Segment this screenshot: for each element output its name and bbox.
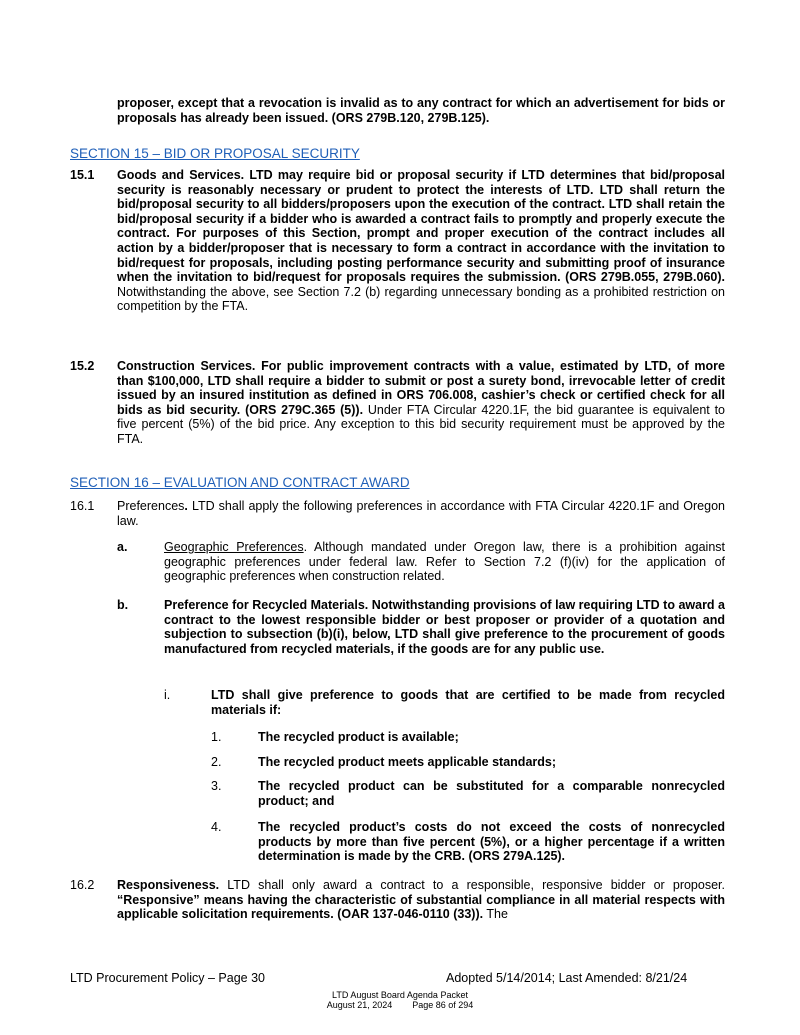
- section-16-1-number: 16.1: [70, 499, 95, 513]
- packet-stamp-line-2: August 21, 2024 Page 86 of 294: [326, 1000, 474, 1010]
- section-15-2-bold-text: Construction Services. For public improvement contracts with a value, estimated by LTD, of more than $100,000, LTD shall require a bidder to submit or post a surety bond, irrevocable letter of credit issued by an insured institution as defined in ORS 706.008, cashier’s check or certified check for all bids as bid security. (ORS 279C.365 (5)).: [117, 359, 725, 417]
- section-16-1-paragraph: [117, 499, 725, 528]
- section-16-2-number: 16.2: [70, 878, 95, 892]
- list-item-1-marker: 1.: [211, 730, 222, 744]
- list-item-4-marker: 4.: [211, 820, 222, 834]
- section-15-heading: SECTION 15 – BID OR PROPOSAL SECURITY: [70, 146, 360, 161]
- item-a-text: . Although mandated under Oregon law, there is a prohibition against geographic preferences under federal law. Refer to Section 7.2 (f)(iv) for the application of geographic preferences when construction related.: [164, 540, 725, 584]
- item-b-i-paragraph: LTD shall give preference to goods that are certified to be made from recycled materials if:: [211, 688, 725, 717]
- section-16-1-lead-dot: .: [184, 499, 188, 513]
- section-16-2-text-2: The: [483, 907, 508, 922]
- item-a-paragraph: [164, 540, 725, 584]
- section-16-2-text-1: LTD shall only award a contract to a responsible, responsive bidder or proposer.: [219, 878, 725, 892]
- item-b-paragraph: Preference for Recycled Materials. Notwithstanding provisions of law requiring LTD to award a contract to the lowest responsible bidder or best proposer or provider of a quotation and subjection to subsection (b)(i), below, LTD shall give preference to the procurement of goods manufactured from recycled materials, if the goods are for any public use.: [164, 598, 725, 656]
- section-15-1-number: 15.1: [70, 168, 95, 182]
- item-b-i-marker: i.: [164, 688, 171, 702]
- list-item-4-text: The recycled product’s costs do not exceed the costs of nonrecycled products by more than five percent (5%), or a higher percentage if a written determination is made by the CRB. (ORS 279A.125).: [258, 820, 725, 864]
- item-b-marker: b.: [117, 598, 129, 612]
- section-15-1-paragraph: [117, 168, 725, 314]
- item-a-title: Geographic Preferences: [164, 540, 304, 554]
- intro-paragraph: proposer, except that a revocation is invalid as to any contract for which an advertisement for bids or proposals has already been issued. (ORS 279B.120, 279B.125).: [117, 96, 725, 125]
- section-15-1-bold-text: Goods and Services. LTD may require bid or proposal security if LTD determines that bid/proposal security is reasonably necessary or prudent to protect the interests of LTD. LTD shall return the bid/proposal security to all bidders/proposers upon the execution of the contract. LTD shall retain the bid/proposal security if a bidder who is awarded a contract fails to promptly and properly execute the contract. For purposes of this Section, prompt and proper execution of the contract includes all action by a bidder/proposer that is necessary to form a contract in accordance with the invitation to bid/request for proposals, including posting performance security and submitting proof of insurance when the invitation to bid/request for proposals requires the submission. (ORS 279B.055, 279B.060).: [117, 168, 725, 285]
- list-item-3-marker: 3.: [211, 779, 222, 793]
- section-16-1-text: LTD shall apply the following preferences in accordance with FTA Circular 4220.1F and Oregon law.: [117, 499, 725, 528]
- section-15-2-normal-text: Under FTA Circular 4220.1F, the bid guarantee is equivalent to five percent (5%) of the bid price. Any exception to this bid security requirement must be approved by the FTA.: [117, 402, 725, 446]
- section-16-2-bold-text: “Responsive” means having the characteristic of substantial compliance in all material respects with applicable solicitation requirements. (OAR 137-046-0110 (33)).: [117, 892, 725, 922]
- section-16-heading: SECTION 16 – EVALUATION AND CONTRACT AWARD: [70, 475, 410, 490]
- section-16-2-lead: Responsiveness.: [117, 878, 220, 892]
- list-item-1-text: The recycled product is available;: [258, 730, 459, 744]
- section-16-2-paragraph: [117, 878, 725, 922]
- list-item-3-text: The recycled product can be substituted for a comparable nonrecycled product; and: [258, 779, 725, 808]
- section-16-1-lead: Preferences: [117, 499, 185, 513]
- packet-stamp-line-1: LTD August Board Agenda Packet: [332, 990, 468, 1000]
- section-15-2-number: 15.2: [70, 359, 95, 373]
- footer-page-label: LTD Procurement Policy – Page 30: [70, 971, 266, 985]
- footer-adopted-date: Adopted 5/14/2014; Last Amended: 8/21/24: [446, 971, 688, 985]
- list-item-2-text: The recycled product meets applicable standards;: [258, 755, 557, 769]
- list-item-2-marker: 2.: [211, 755, 222, 769]
- section-15-1-normal-text: Notwithstanding the above, see Section 7.2 (b) regarding unnecessary bonding as a prohibited restriction on competition by the FTA.: [117, 284, 725, 314]
- section-15-2-paragraph: [117, 359, 725, 447]
- item-a-marker: a.: [117, 540, 128, 554]
